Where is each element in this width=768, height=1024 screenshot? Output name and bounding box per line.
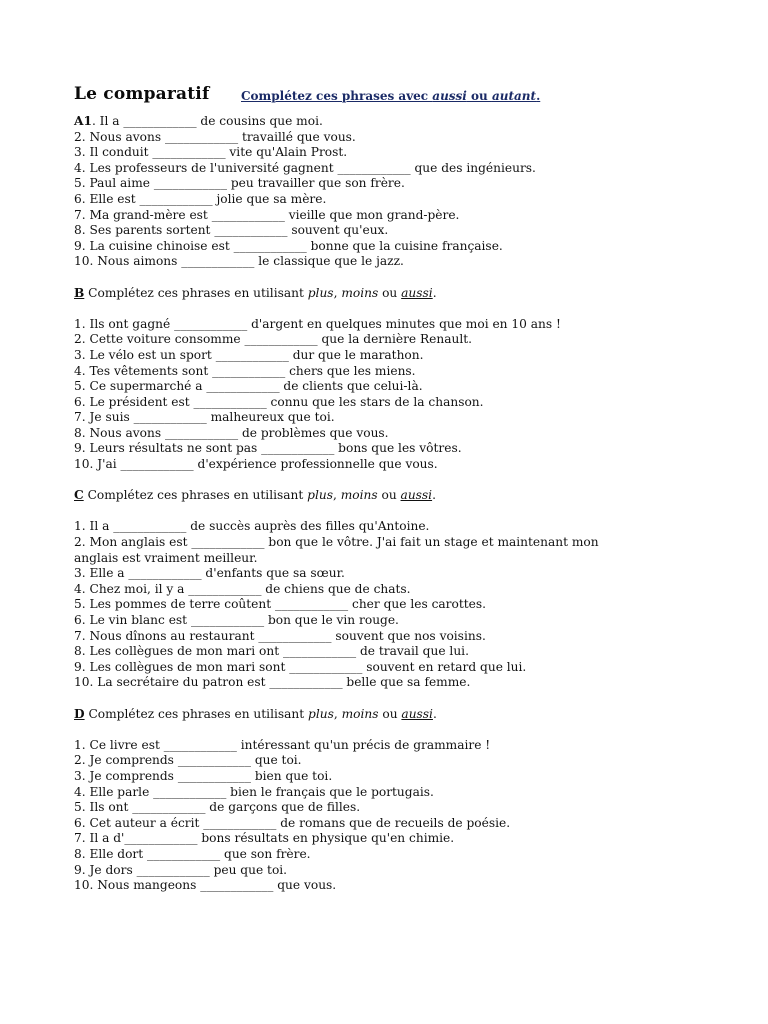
heading-word-aussi: aussi — [400, 488, 433, 503]
list-item: 1. Il a ____________ de succès auprès des filles qu'Antoine. — [74, 519, 430, 534]
section-d-items — [74, 738, 714, 894]
list-item: 7. Je suis ____________ malheureux que toi. — [74, 410, 335, 425]
spacer — [74, 691, 714, 707]
heading-end: . — [432, 706, 437, 721]
list-item: anglais est vraiment meilleur. — [74, 550, 258, 565]
section-c-heading — [74, 488, 714, 504]
list-item: 6. Elle est ____________ jolie que sa mère. — [74, 191, 327, 206]
list-item: 2. Cette voiture consomme ____________ que la dernière Renault. — [74, 332, 473, 347]
list-item: 9. Leurs résultats ne sont pas ____________ bons que les vôtres. — [74, 441, 462, 456]
list-item: 4. Chez moi, il y a ____________ de chiens que de chats. — [74, 581, 411, 596]
list-item: 9. Les collègues de mon mari sont ____________ souvent en retard que lui. — [74, 659, 527, 674]
section-c-items — [74, 519, 714, 691]
list-item: 9. Je dors ____________ peu que toi. — [74, 862, 288, 877]
heading-word-plus: plus — [308, 706, 334, 721]
instruction-connector: ou — [466, 89, 492, 103]
heading-word-moins: moins — [340, 488, 378, 503]
list-item: 3. Je comprends ____________ bien que toi. — [74, 768, 333, 783]
heading-sep: ou — [378, 285, 402, 300]
heading-word-plus: plus — [307, 285, 334, 300]
section-a — [74, 114, 714, 270]
heading-sep: , — [332, 488, 341, 503]
heading-text: Complétez ces phrases en utilisant — [84, 706, 309, 721]
list-item: 8. Les collègues de mon mari ont ____________ de travail que lui. — [74, 644, 469, 659]
list-item: 7. Il a d'____________ bons résultats en physique qu'en chimie. — [74, 831, 455, 846]
main-instruction — [241, 89, 540, 103]
spacer — [74, 722, 714, 738]
list-item: 2. Je comprends ____________ que toi. — [74, 753, 302, 768]
spacer — [74, 270, 714, 286]
section-b — [74, 286, 714, 473]
list-item: 7. Ma grand-mère est ____________ vieille que mon grand-père. — [74, 207, 460, 222]
instruction-word-aussi: aussi — [432, 89, 467, 103]
heading-end: . — [432, 285, 437, 300]
list-item: 3. Elle a ____________ d'enfants que sa sœur. — [74, 566, 345, 581]
heading-sep: ou — [377, 488, 401, 503]
heading-word-moins: moins — [341, 706, 379, 721]
list-item: 10. Nous aimons ____________ le classique que le jazz. — [74, 254, 404, 269]
heading-end: . — [432, 488, 436, 503]
list-item: 5. Ce supermarché a ____________ de clients que celui-là. — [74, 379, 423, 394]
spacer — [74, 301, 714, 317]
list-item: 7. Nous dînons au restaurant ____________ souvent que nos voisins. — [74, 628, 486, 643]
heading-word-moins: moins — [341, 285, 379, 300]
heading-sep: , — [333, 285, 342, 300]
item-text: . Il a ____________ de cousins que moi. — [91, 114, 323, 128]
heading-sep: ou — [378, 706, 402, 721]
list-item: 6. Cet auteur a écrit ____________ de romans que de recueils de poésie. — [74, 815, 511, 830]
list-item: 5. Ils ont ____________ de garçons que de filles. — [74, 800, 361, 815]
list-item: 4. Les professeurs de l'université gagnent ____________ que des ingénieurs. — [74, 160, 536, 175]
list-item: 9. La cuisine chinoise est ____________ bonne que la cuisine française. — [74, 238, 503, 253]
heading-word-aussi: aussi — [401, 706, 433, 721]
list-item — [74, 114, 714, 130]
instruction-text: Complétez ces phrases avec — [241, 89, 433, 103]
list-item: 5. Paul aime ____________ peu travailler que son frère. — [74, 176, 405, 191]
heading-word-aussi: aussi — [401, 285, 433, 300]
heading-text: Complétez ces phrases en utilisant — [83, 488, 308, 503]
list-item: 4. Tes vêtements sont ____________ chers que les miens. — [74, 363, 416, 378]
spacer — [74, 473, 714, 489]
list-item: 10. J'ai ____________ d'expérience professionnelle que vous. — [74, 457, 438, 472]
section-c — [74, 488, 714, 691]
spacer — [74, 504, 714, 520]
list-item: 10. Nous mangeons ____________ que vous. — [74, 878, 337, 893]
section-b-heading — [74, 286, 714, 302]
page-title: Le comparatif — [74, 84, 210, 104]
section-b-letter: B — [74, 285, 85, 300]
list-item: 4. Elle parle ____________ bien le français que le portugais. — [74, 784, 434, 799]
section-c-letter: C — [74, 488, 84, 503]
worksheet-page — [74, 84, 714, 894]
list-item: 8. Ses parents sortent ____________ souvent qu'eux. — [74, 223, 389, 238]
list-item: 2. Nous avons ____________ travaillé que vous. — [74, 129, 356, 144]
section-b-items — [74, 317, 714, 473]
heading-sep: , — [333, 706, 342, 721]
section-d — [74, 707, 714, 894]
heading-word-plus: plus — [307, 488, 333, 503]
list-item: 3. Il conduit ____________ vite qu'Alain Prost. — [74, 145, 348, 160]
list-item: 2. Mon anglais est ____________ bon que le vôtre. J'ai fait un stage et maintenant mon — [74, 535, 599, 550]
list-item: 1. Ce livre est ____________ intéressant qu'un précis de grammaire ! — [74, 737, 491, 752]
list-item: 10. La secrétaire du patron est ____________ belle que sa femme. — [74, 675, 471, 690]
list-item: 5. Les pommes de terre coûtent ____________ cher que les carottes. — [74, 597, 486, 612]
list-item: 8. Elle dort ____________ que son frère. — [74, 846, 311, 861]
section-a-letter: A1 — [74, 114, 92, 128]
heading-text: Complétez ces phrases en utilisant — [84, 285, 308, 300]
instruction-period: . — [536, 89, 541, 103]
instruction-word-autant: autant — [491, 89, 537, 103]
list-item: 6. Le président est ____________ connu que les stars de la chanson. — [74, 394, 484, 409]
list-item: 8. Nous avons ____________ de problèmes que vous. — [74, 425, 389, 440]
list-item: 6. Le vin blanc est ____________ bon que le vin rouge. — [74, 613, 399, 627]
list-item: 3. Le vélo est un sport ____________ dur que le marathon. — [74, 347, 424, 362]
section-a-items — [74, 114, 714, 270]
worksheet-header — [74, 84, 714, 114]
list-item: 1. Ils ont gagné ____________ d'argent en quelques minutes que moi en 10 ans ! — [74, 316, 561, 331]
section-d-letter: D — [74, 706, 85, 721]
section-d-heading — [74, 707, 714, 723]
